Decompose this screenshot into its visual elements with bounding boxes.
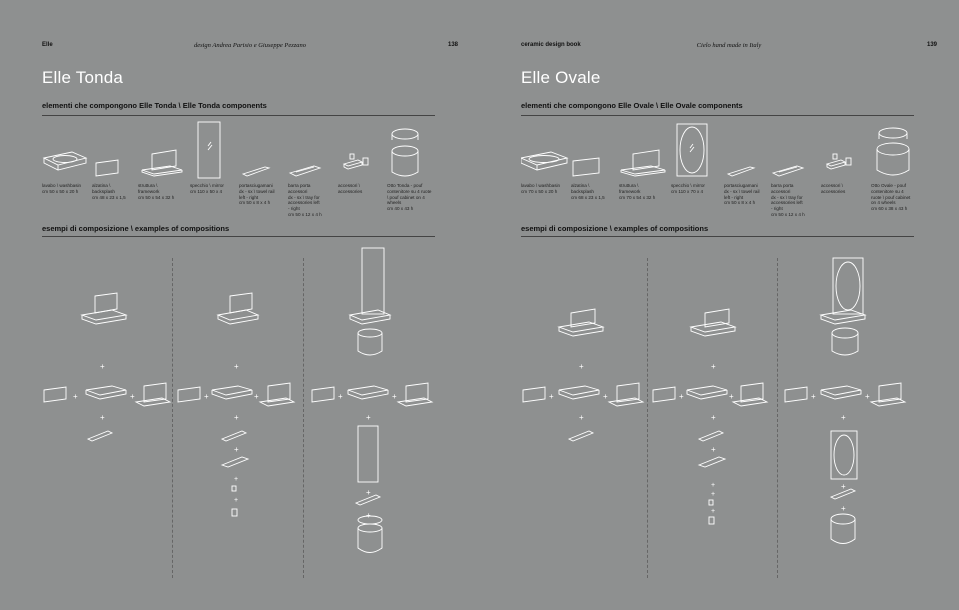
caption-line: alzatina \ (92, 183, 111, 188)
svg-text:+: + (711, 413, 716, 422)
composition-1 (521, 243, 645, 583)
composition-1 (42, 243, 170, 583)
framework-icon (138, 120, 186, 180)
caption-line: dx - sx \ tray for (288, 194, 320, 200)
component-caption (138, 183, 188, 200)
svg-text:+: + (366, 488, 371, 497)
washbasin-icon (521, 120, 569, 180)
heading-rule (42, 115, 435, 116)
caption-line: dx - sx \ towel rail (724, 188, 760, 194)
svg-text:+: + (711, 362, 716, 371)
component-accessories (821, 120, 869, 230)
component-washbasin (42, 120, 90, 230)
component-pouf (387, 120, 435, 230)
examples-heading: esempi di composizione \ examples of compositions (42, 224, 230, 233)
svg-text:+: + (711, 445, 716, 454)
caption-line: struttura \ (619, 183, 639, 188)
composition-drawing (310, 243, 450, 583)
caption-line: specchio \ mirror (190, 183, 224, 188)
component-caption (571, 183, 621, 200)
heading-rule (521, 115, 914, 116)
header-designers: design Andrea Parisio e Giuseppe Pezzano (193, 42, 307, 49)
mirror-icon (671, 120, 719, 180)
page-header (521, 42, 937, 54)
component-caption (771, 183, 821, 218)
caption-line: cm 50 x 12 x 4 h (771, 211, 805, 217)
page-title: Elle Ovale (521, 68, 601, 87)
header-tagline: Cielo hand made in Italy (696, 42, 762, 49)
component-caption (42, 183, 92, 195)
component-backsplash (92, 120, 140, 230)
page-title: Elle Tonda (42, 68, 124, 87)
svg-text:+: + (100, 413, 105, 422)
svg-text:+: + (811, 392, 816, 401)
caption-line: framework (619, 188, 641, 194)
heading-rule (521, 236, 914, 237)
component-accessories (338, 120, 386, 230)
svg-text:+: + (841, 482, 846, 491)
component-caption (288, 183, 338, 218)
component-accessories-tray (771, 120, 819, 230)
caption-line: framework (138, 188, 160, 194)
component-backsplash (571, 120, 619, 230)
pouf-icon (387, 120, 435, 180)
caption-line: wheels (387, 200, 402, 206)
towel-rail-icon (239, 120, 287, 180)
caption-line: cm 68 x 23 x 1,5 (571, 194, 605, 200)
heading-rule (42, 236, 435, 237)
caption-line: accessories left (771, 200, 803, 206)
header-section-name: Elle (42, 42, 53, 48)
caption-line: dx - sx \ towel rail (239, 188, 275, 194)
column-divider (172, 258, 173, 578)
svg-text:+: + (234, 497, 239, 504)
column-divider (777, 258, 778, 578)
caption-line: left - right (724, 194, 744, 200)
composition-2 (178, 243, 298, 583)
washbasin-icon (42, 120, 90, 180)
column-divider (647, 258, 648, 578)
component-mirror (190, 120, 238, 230)
component-caption (619, 183, 669, 200)
towel-rail-icon (724, 120, 772, 180)
caption-line: cm 70 x 54 x 32 h (619, 194, 656, 200)
svg-text:+: + (73, 392, 78, 401)
svg-text:+: + (711, 482, 716, 489)
caption-line: Otto Ovale - pouf (871, 183, 906, 188)
composition-drawing (521, 243, 645, 583)
svg-text:+: + (204, 392, 209, 401)
composition-drawing (42, 243, 170, 583)
caption-line: cm 50 x 12 x 4 h (288, 211, 322, 217)
column-divider (303, 258, 304, 578)
component-mirror (671, 120, 719, 230)
component-caption (821, 183, 871, 195)
component-towel-rail (724, 120, 772, 230)
backsplash-icon (92, 120, 140, 180)
caption-line: cm 48 x 23 x 1,5 (92, 194, 126, 200)
caption-line: cm 110 x 50 x 4 (190, 188, 223, 194)
caption-line: cm 50 x 54 x 32 h (138, 194, 175, 200)
caption-line: portasciugamani (239, 183, 273, 188)
caption-line: barra porta (288, 183, 311, 188)
caption-line: accessori \ (821, 183, 843, 188)
tray-icon (771, 120, 819, 180)
svg-text:+: + (234, 476, 239, 483)
svg-text:+: + (366, 413, 371, 422)
caption-line: ruote \ pouf cabinet (871, 194, 911, 200)
backsplash-icon (571, 120, 619, 180)
caption-line: \ pouf cabinet on 4 (387, 194, 425, 200)
component-framework (619, 120, 667, 230)
caption-line: dx - sx \ tray for (771, 194, 803, 200)
caption-line: left - right (239, 194, 259, 200)
svg-text:+: + (603, 392, 608, 401)
component-towel-rail (239, 120, 287, 230)
accessories-icon (338, 120, 386, 180)
page-header (42, 42, 458, 54)
compositions-area (30, 243, 470, 583)
composition-3 (310, 243, 450, 583)
svg-text:+: + (254, 392, 259, 401)
svg-text:+: + (338, 392, 343, 401)
caption-line: contenitore su 4 ruote (387, 188, 432, 194)
svg-text:+: + (579, 362, 584, 371)
svg-text:+: + (711, 491, 716, 498)
composition-drawing (653, 243, 773, 583)
components-row (521, 120, 921, 230)
caption-line: lavabo \ washbasin (521, 183, 561, 188)
caption-line: struttura \ (138, 183, 158, 188)
tray-icon (288, 120, 336, 180)
svg-text:+: + (234, 362, 239, 371)
component-caption (521, 183, 571, 195)
svg-text:+: + (130, 392, 135, 401)
component-framework (138, 120, 186, 230)
component-accessories-tray (288, 120, 336, 230)
caption-line: - right (771, 206, 783, 212)
caption-line: accessories (821, 188, 846, 194)
component-caption (871, 183, 921, 212)
components-row (42, 120, 442, 230)
caption-line: - right (288, 206, 300, 212)
caption-line: cm 50 x 50 x 20 h (42, 188, 79, 194)
component-pouf (871, 120, 919, 230)
svg-text:+: + (865, 392, 870, 401)
component-caption (724, 183, 774, 206)
framework-icon (619, 120, 667, 180)
compositions-area (509, 243, 949, 583)
svg-text:+: + (679, 392, 684, 401)
caption-line: accessories (338, 188, 363, 194)
components-heading: elementi che compongono Elle Ovale \ Elle Ovale components (521, 101, 743, 110)
components-heading: elementi che compongono Elle Tonda \ Elle Tonda components (42, 101, 267, 110)
svg-text:+: + (392, 392, 397, 401)
caption-line: lavabo \ washbasin (42, 183, 82, 188)
composition-drawing (178, 243, 298, 583)
caption-line: accessories left (288, 200, 320, 206)
caption-line: accessori (771, 188, 791, 194)
caption-line: cm 50 x 8 x 4 h (724, 200, 756, 206)
composition-2 (653, 243, 773, 583)
caption-line: contenitore su 4 (871, 188, 904, 194)
svg-text:+: + (234, 413, 239, 422)
page-number: 138 (447, 42, 458, 48)
left-page (30, 0, 470, 610)
composition-3 (783, 243, 923, 583)
svg-text:+: + (711, 508, 716, 515)
svg-text:+: + (549, 392, 554, 401)
svg-text:+: + (841, 413, 846, 422)
svg-text:+: + (729, 392, 734, 401)
component-washbasin (521, 120, 569, 230)
caption-line: on 4 wheels (871, 200, 896, 206)
caption-line: Otto Tonda - pouf (387, 183, 423, 188)
caption-line: accessori (288, 188, 308, 194)
examples-heading: esempi di composizione \ examples of compositions (521, 224, 709, 233)
caption-line: alzatina \ (571, 183, 590, 188)
caption-line: cm 70 x 50 x 20 h (521, 188, 558, 194)
caption-line: backsplash (571, 188, 594, 194)
caption-line: accessori \ (338, 183, 360, 188)
caption-line: cm 110 x 70 x 4 (671, 188, 704, 194)
svg-text:+: + (234, 445, 239, 454)
header-book-name: ceramic design book (521, 42, 581, 48)
component-caption (387, 183, 437, 212)
svg-text:+: + (366, 511, 371, 520)
caption-line: cm 60 x 38 x 43 h (871, 206, 908, 212)
caption-line: barra porta (771, 183, 794, 188)
caption-line: portasciugamani (724, 183, 758, 188)
mirror-icon (190, 120, 238, 180)
svg-text:+: + (100, 362, 105, 371)
component-caption (92, 183, 142, 200)
pouf-icon (871, 120, 919, 180)
caption-line: specchio \ mirror (671, 183, 705, 188)
caption-line: cm 40 x 43 h (387, 206, 414, 212)
svg-text:+: + (841, 504, 846, 513)
component-caption (338, 183, 388, 195)
svg-text:+: + (579, 413, 584, 422)
right-page (509, 0, 949, 610)
component-caption (190, 183, 240, 195)
composition-drawing (783, 243, 923, 583)
component-caption (671, 183, 721, 195)
component-caption (239, 183, 289, 206)
accessories-icon (821, 120, 869, 180)
page-number: 139 (926, 42, 937, 48)
caption-line: cm 50 x 8 x 4 h (239, 200, 271, 206)
caption-line: backsplash (92, 188, 115, 194)
